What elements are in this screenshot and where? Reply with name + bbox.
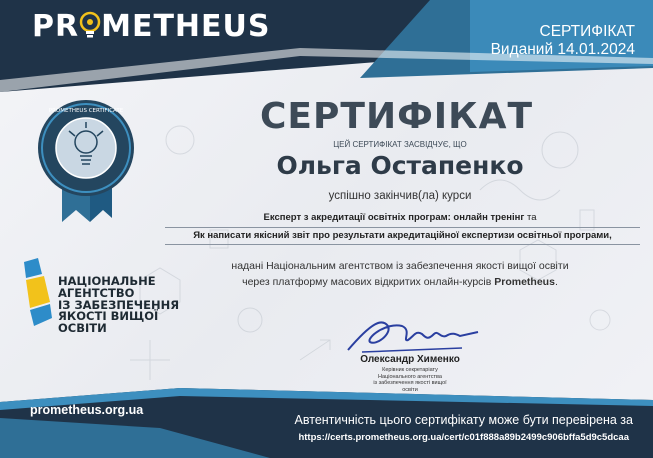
issued-line-2-text: через платформу масових відкритих онлайн-курсів <box>242 276 495 288</box>
issued-line-2-brand: Prometheus <box>494 276 555 288</box>
lightbulb-icon <box>79 11 101 39</box>
header-certificate-info <box>491 23 635 59</box>
confirm-text: ЦЕЙ СЕРТИФІКАТ ЗАСВІДЧУЄ, ЩО <box>333 140 467 149</box>
course-1-conjunction: та <box>524 212 537 223</box>
naqa-emblem-icon <box>20 258 56 330</box>
issued-line-2-end: . <box>554 276 558 288</box>
verify-text: Автентичність цього сертифікату може бути перевірена за <box>294 413 633 427</box>
naqa-name-line: ІЗ ЗАБЕЗПЕЧЕННЯ <box>58 297 180 312</box>
completed-text: успішно закінчив(ла) курси <box>328 190 472 202</box>
course-2 <box>165 230 640 241</box>
issued-by-text <box>170 258 630 290</box>
signature <box>342 312 482 354</box>
prometheus-logo[interactable] <box>32 10 270 44</box>
course-1 <box>170 212 630 223</box>
divider <box>165 244 640 245</box>
signer-role-line: із забезпечення якості вищої <box>373 380 447 386</box>
signer-role-line: освіти <box>402 386 418 393</box>
naqa-name-line: АГЕНТСТВО <box>58 285 135 300</box>
naqa-name-line: НАЦІОНАЛЬНЕ <box>58 274 156 288</box>
divider <box>165 227 640 228</box>
seal-ring-text: PROMETHEUS CERTIFICATE <box>48 108 124 114</box>
logo-text-start: PR <box>32 9 80 44</box>
course-2-title: Як написати якісний звіт про результати акредитаційної експертизи освітньої програми, <box>193 230 612 241</box>
course-1-title: Експерт з акредитації освітніх програм: онлайн тренінг <box>263 212 525 223</box>
recipient-name: Ольга Остапенко <box>276 151 524 180</box>
signer-name: Олександр Хименко <box>360 354 460 365</box>
signer-role-line: Національного агентства <box>378 373 442 380</box>
naqa-name-line: ЯКОСТІ ВИЩОЇ ОСВІТИ <box>58 309 159 336</box>
issued-line-1: надані Національним агентством із забезпечення якості вищої освіти <box>231 260 569 272</box>
header-certificate-label: СЕРТИФІКАТ <box>539 23 635 40</box>
certificate-title: СЕРТИФІКАТ <box>259 96 534 137</box>
signer-role-line: Керівник секретаріату <box>382 367 438 373</box>
header-issued-date: Виданий 14.01.2024 <box>490 41 635 58</box>
logo-text-end: METHEUS <box>101 9 271 44</box>
footer-website-link[interactable]: prometheus.org.ua <box>30 403 144 417</box>
issued-line-2 <box>170 274 630 290</box>
verify-url-link[interactable]: https://certs.prometheus.org.ua/cert/c01f888a89b2499c906bffa5d9c5dcaa <box>298 432 629 443</box>
